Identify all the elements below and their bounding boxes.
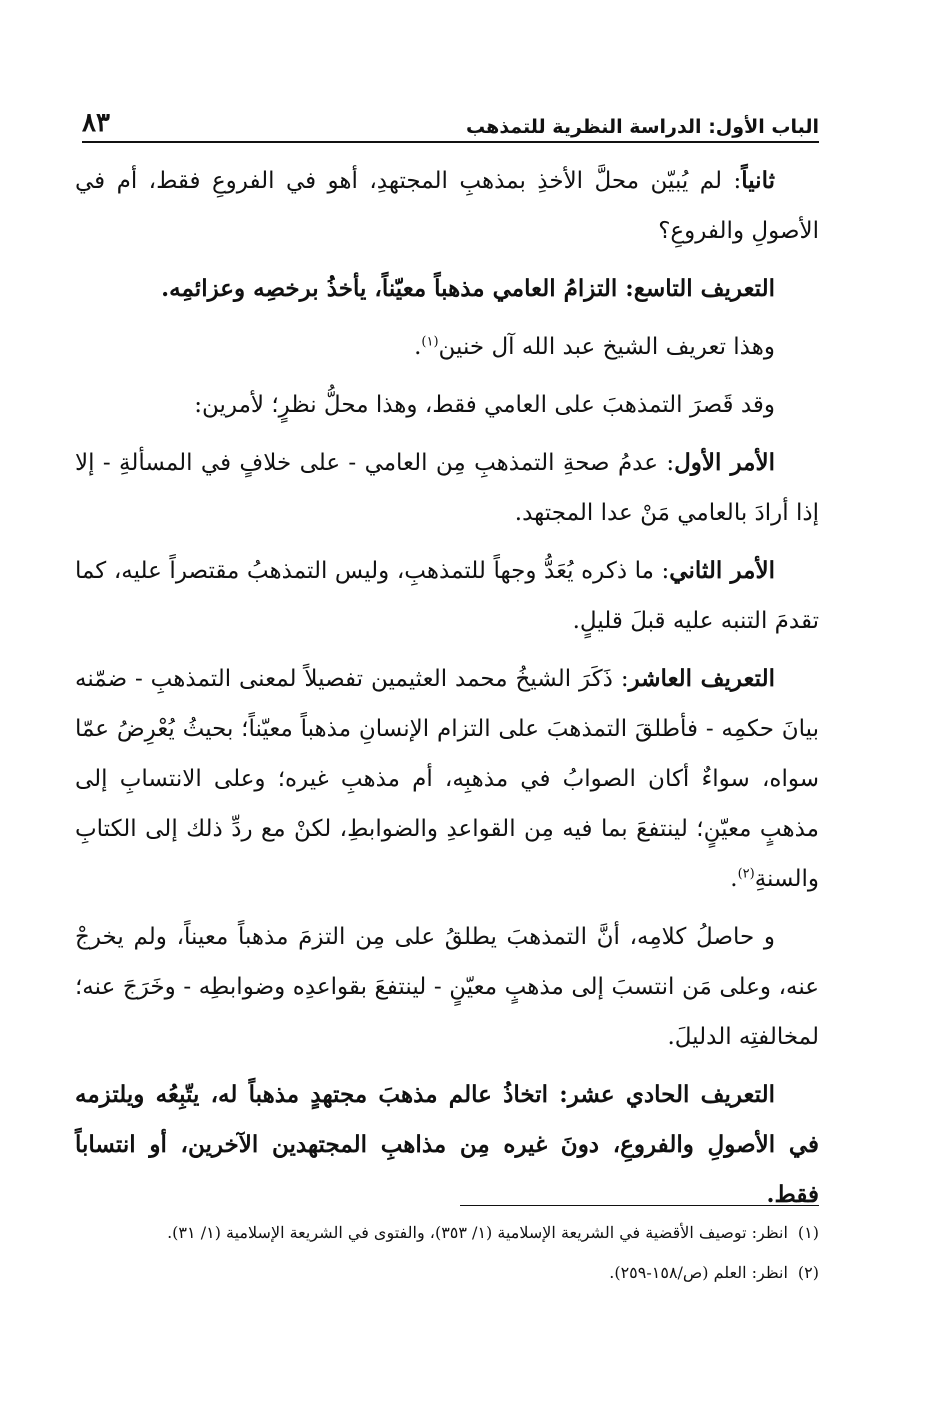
paragraph (75, 156, 819, 256)
paragraph (75, 1070, 819, 1220)
footnote-number: (٢) (797, 1263, 819, 1282)
footnote-item (75, 1216, 819, 1250)
footnotes (75, 1216, 819, 1296)
footnote-reference[interactable]: (٢) (737, 866, 755, 882)
footnote-text: انظر: العلم (ص/١٥٨-٢٥٩). (609, 1263, 788, 1282)
footnote-separator (460, 1205, 819, 1206)
paragraph-text: وقد قَصرَ التمذهبَ على العامي فقط، وهذا محلُّ نظرٍ؛ لأمرين: (194, 392, 775, 418)
paragraph-text: وهذا تعريف الشيخ عبد الله آل خنين (438, 334, 775, 360)
footnote-number: (١) (797, 1223, 819, 1242)
page-number: ٨٣ (82, 108, 110, 138)
paragraph-lead: التعريف العاشر (628, 665, 775, 692)
paragraph-lead: ثانياً (741, 167, 775, 194)
paragraph (75, 654, 819, 904)
paragraph-text: و حاصلُ كلامِه، أنَّ التمذهبَ يطلقُ على مِن التزمَ مذهباً معيناً، ولم يخرجْ عنه، وعلى مَن انتسبَ إلى مذهبٍ معيّنٍ - لينتفعَ بقواعدِه وضوابطِه - وخَرَجَ عنه؛ لمخالفتِه الدليلَ. (75, 924, 819, 1050)
paragraph-text: التعريف الحادي عشر: اتخاذُ عالم مذهبَ مجتهدٍ مذهباً له، يتّبِعُه ويلتزمه في الأصولِ والفروعِ، دونَ غيره مِن مذاهبِ المجتهدين الآخرين، أو انتساباً فقط. (75, 1081, 819, 1208)
paragraph (75, 380, 819, 430)
paragraph-tail: . (414, 334, 422, 360)
footnote-reference[interactable]: (١) (421, 334, 439, 350)
paragraph-text: : ذَكَرَ الشيخُ محمد العثيمين تفصيلاً لمعنى التمذهبِ - ضمّنه بيانَ حكمِه - فأطلقَ التمذهبَ على التزام الإنسانِ مذهباً معيّناً؛ بحيثُ يُعْرِضُ عمّا سواه، سواءٌ أكان الصوابُ في مذهبِه، أم مذهبِ غيره؛ وعلى الانتسابِ إلى مذهبٍ معيّنٍ؛ لينتفعَ بما فيه مِن القواعدِ والضوابطِ، لكنْ مع ردِّ ذلك إلى الكتابِ والسنةِ (75, 666, 819, 892)
paragraph-text: : ما ذكره يُعَدُّ وجهاً للتمذهبِ، وليس التمذهبُ مقتصراً عليه، كما تقدمَ التنبه عليه قبلَ قليلٍ. (75, 558, 819, 634)
paragraph-text: : عدمُ صحةِ التمذهبِ مِن العامي - على خلافٍ في المسألةِ - إلا إذا أرادَ بالعامي مَنْ عدا المجتهد. (75, 450, 819, 526)
paragraph (75, 546, 819, 646)
paragraph-text: : لم يُبيّن محلَّ الأخذِ بمذهبِ المجتهدِ، أهو في الفروعِ فقط، أم في الأصولِ والفروعِ؟ (75, 168, 819, 244)
paragraph-lead: التعريف التاسع (633, 275, 775, 302)
paragraph-text: : التزامُ العامي مذهباً معيّناً، يأخذُ برخصِه وعزائمِه. (161, 275, 634, 302)
page-header (82, 100, 819, 143)
paragraph (75, 912, 819, 1062)
paragraph (75, 438, 819, 538)
running-title: الباب الأول: الدراسة النظرية للتمذهب (466, 116, 819, 138)
body-text (75, 156, 819, 1228)
paragraph-lead: الأمر الثاني (669, 557, 775, 584)
footnote-text: انظر: توصيف الأقضية في الشريعة الإسلامية (١/ ٣٥٣)، والفتوى في الشريعة الإسلامية (١/ ٣١). (167, 1223, 788, 1242)
paragraph-lead: الأمر الأول (674, 449, 775, 476)
paragraph (75, 322, 819, 372)
footnote-item (75, 1256, 819, 1290)
paragraph-tail: . (730, 866, 738, 892)
paragraph (75, 264, 819, 314)
